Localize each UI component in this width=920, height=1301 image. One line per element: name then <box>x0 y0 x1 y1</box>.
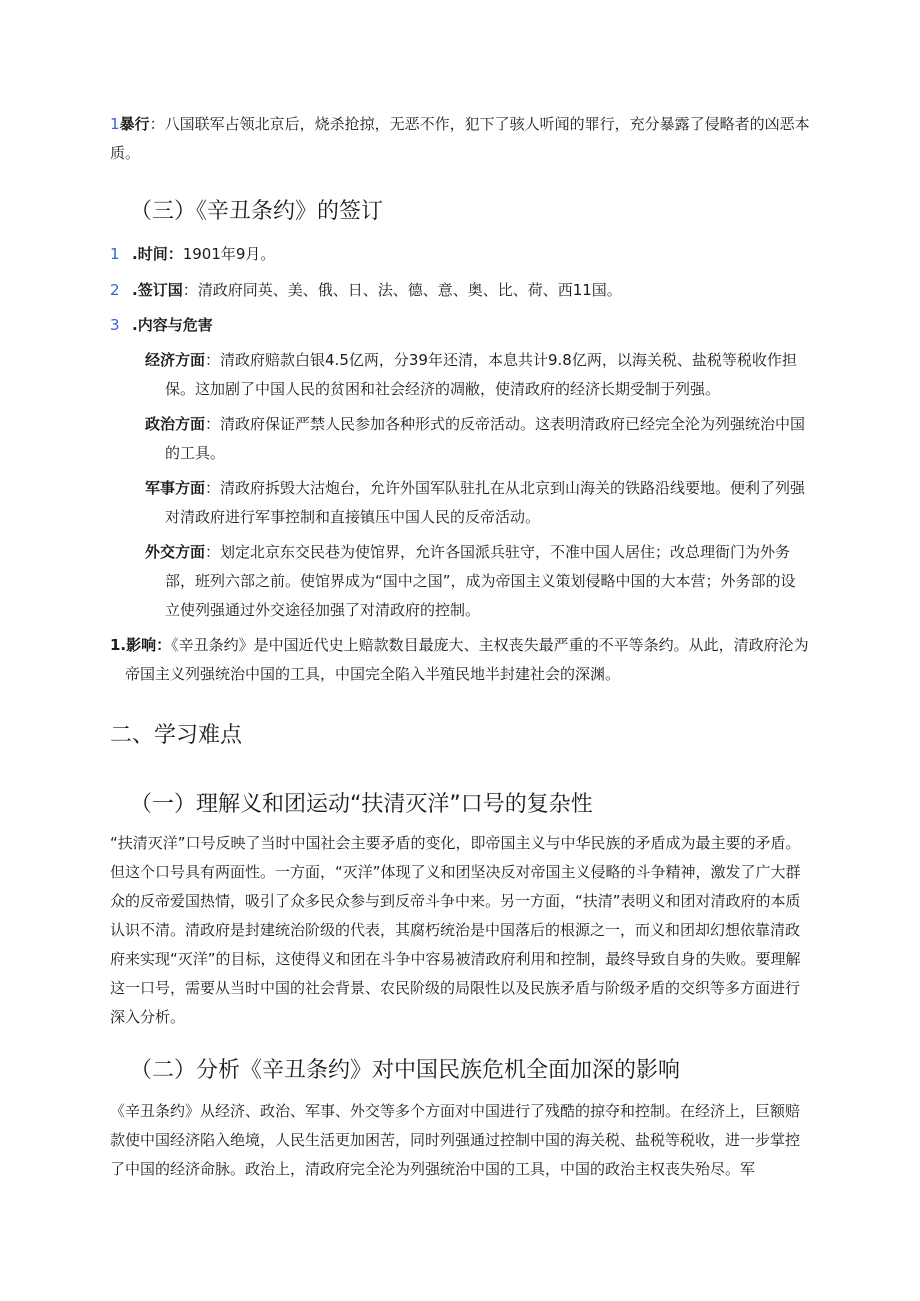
item-text: ：清政府保证严禁人民参加各种形式的反帝活动。这表明清政府已经完全沦为列强统治中国的工具。 <box>165 415 806 462</box>
item-label: 暴行 <box>119 115 150 133</box>
item-text: ：清政府赔款白银4.5亿两，分39年还清，本息共计9.8亿两，以海关税、盐税等税收作担保。这加剧了中国人民的贫困和社会经济的凋敝，使清政府的经济长期受制于列强。 <box>165 351 797 398</box>
item-text: 1901年9月。 <box>182 245 276 263</box>
item-text: 《辛丑条约》是中国近代史上赔款数目最庞大、主权丧失最严重的不平等条约。从此，清政府沦为帝国主义列强统治中国的工具，中国完全陷入半殖民地半封建社会的深渊。 <box>125 636 809 683</box>
item-label: 政治方面 <box>145 415 206 433</box>
item-number: 1 <box>110 115 120 133</box>
impact-item <box>110 631 810 689</box>
item-text: ：划定北京东交民巷为使馆界，允许各国派兵驻守，不准中国人居住；改总理衙门为外务部，班列六部之前。使馆界成为“国中之国”，成为帝国主义策划侵略中国的大本营；外务部的设立使列强通过外交途径加强了对清政府的控制。 <box>165 543 796 619</box>
section-title: （三）《辛丑条约》的签订 <box>130 199 384 224</box>
sub-heading-2 <box>130 1055 830 1087</box>
part-title: 二、学习难点 <box>110 723 243 748</box>
item-text: ：八国联军占领北京后，烧杀抢掠，无恶不作，犯下了骇人听闻的罪行，充分暴露了侵略者的凶恶本质。 <box>110 115 810 162</box>
content-item <box>110 311 830 340</box>
part-heading-2 <box>110 720 810 752</box>
item-label: .时间： <box>132 245 183 263</box>
item-text: ：清政府同英、美、俄、日、法、德、意、奥、比、荷、西11国。 <box>182 281 622 299</box>
economic-item <box>145 346 810 404</box>
section-heading-3 <box>130 196 830 228</box>
sub-heading-1 <box>130 789 830 821</box>
paragraph-text: 《辛丑条约》从经济、政治、军事、外交等多个方面对中国进行了残酷的掠夺和控制。在经济上，巨额赔款使中国经济陷入绝境，人民生活更加困苦，同时列强通过控制中国的海关税、盐税等税收，进一步掌控了中国的经济命脉。政治上，清政府完全沦为列强统治中国的工具，中国的政治主权丧失殆尽。军 <box>110 1102 801 1178</box>
political-item <box>145 410 810 468</box>
sub-title: （一）理解义和团运动“扶清灭洋”口号的复杂性 <box>130 792 593 817</box>
sub-title: （二）分析《辛丑条约》对中国民族危机全面加深的影响 <box>130 1058 681 1083</box>
item-text: ：清政府拆毁大沽炮台，允许外国军队驻扎在从北京到山海关的铁路沿线要地。便利了列强对清政府进行军事控制和直接镇压中国人民的反帝活动。 <box>165 479 806 526</box>
item-label: .签订国 <box>132 281 183 299</box>
military-item <box>145 474 810 532</box>
item-number: 1 <box>110 245 120 263</box>
sub-paragraph-2 <box>110 1097 810 1184</box>
item-label: 外交方面 <box>145 543 206 561</box>
item-number: 2 <box>110 281 120 299</box>
diplomatic-item <box>145 538 810 625</box>
item-label: 1.影响： <box>110 636 172 654</box>
item-label: 经济方面 <box>145 351 206 369</box>
item-label: 军事方面 <box>145 479 206 497</box>
signers-item <box>110 276 830 305</box>
item-number: 3 <box>110 316 120 334</box>
time-item <box>110 240 830 269</box>
atrocity-item <box>110 110 810 168</box>
paragraph-text: “扶清灭洋”口号反映了当时中国社会主要矛盾的变化，即帝国主义与中华民族的矛盾成为最主要的矛盾。但这个口号具有两面性。一方面，“灭洋”体现了义和团坚决反对帝国主义侵略的斗争精神，激发了广大群众的反帝爱国热情，吸引了众多民众参与到反帝斗争中来。另一方面，“扶清”表明义和团对清政府的本质认识不清。清政府是封建统治阶级的代表，其腐朽统治是中国落后的根源之一，而义和团却幻想依靠清政府来实现“灭洋”的目标，这使得义和团在斗争中容易被清政府利用和控制，最终导致自身的失败。要理解这一口号，需要从当时中国的社会背景、农民阶级的局限性以及民族矛盾与阶级矛盾的交织等多方面进行深入分析。 <box>110 834 801 1026</box>
sub-paragraph-1 <box>110 829 810 1032</box>
item-label: .内容与危害 <box>132 316 213 334</box>
